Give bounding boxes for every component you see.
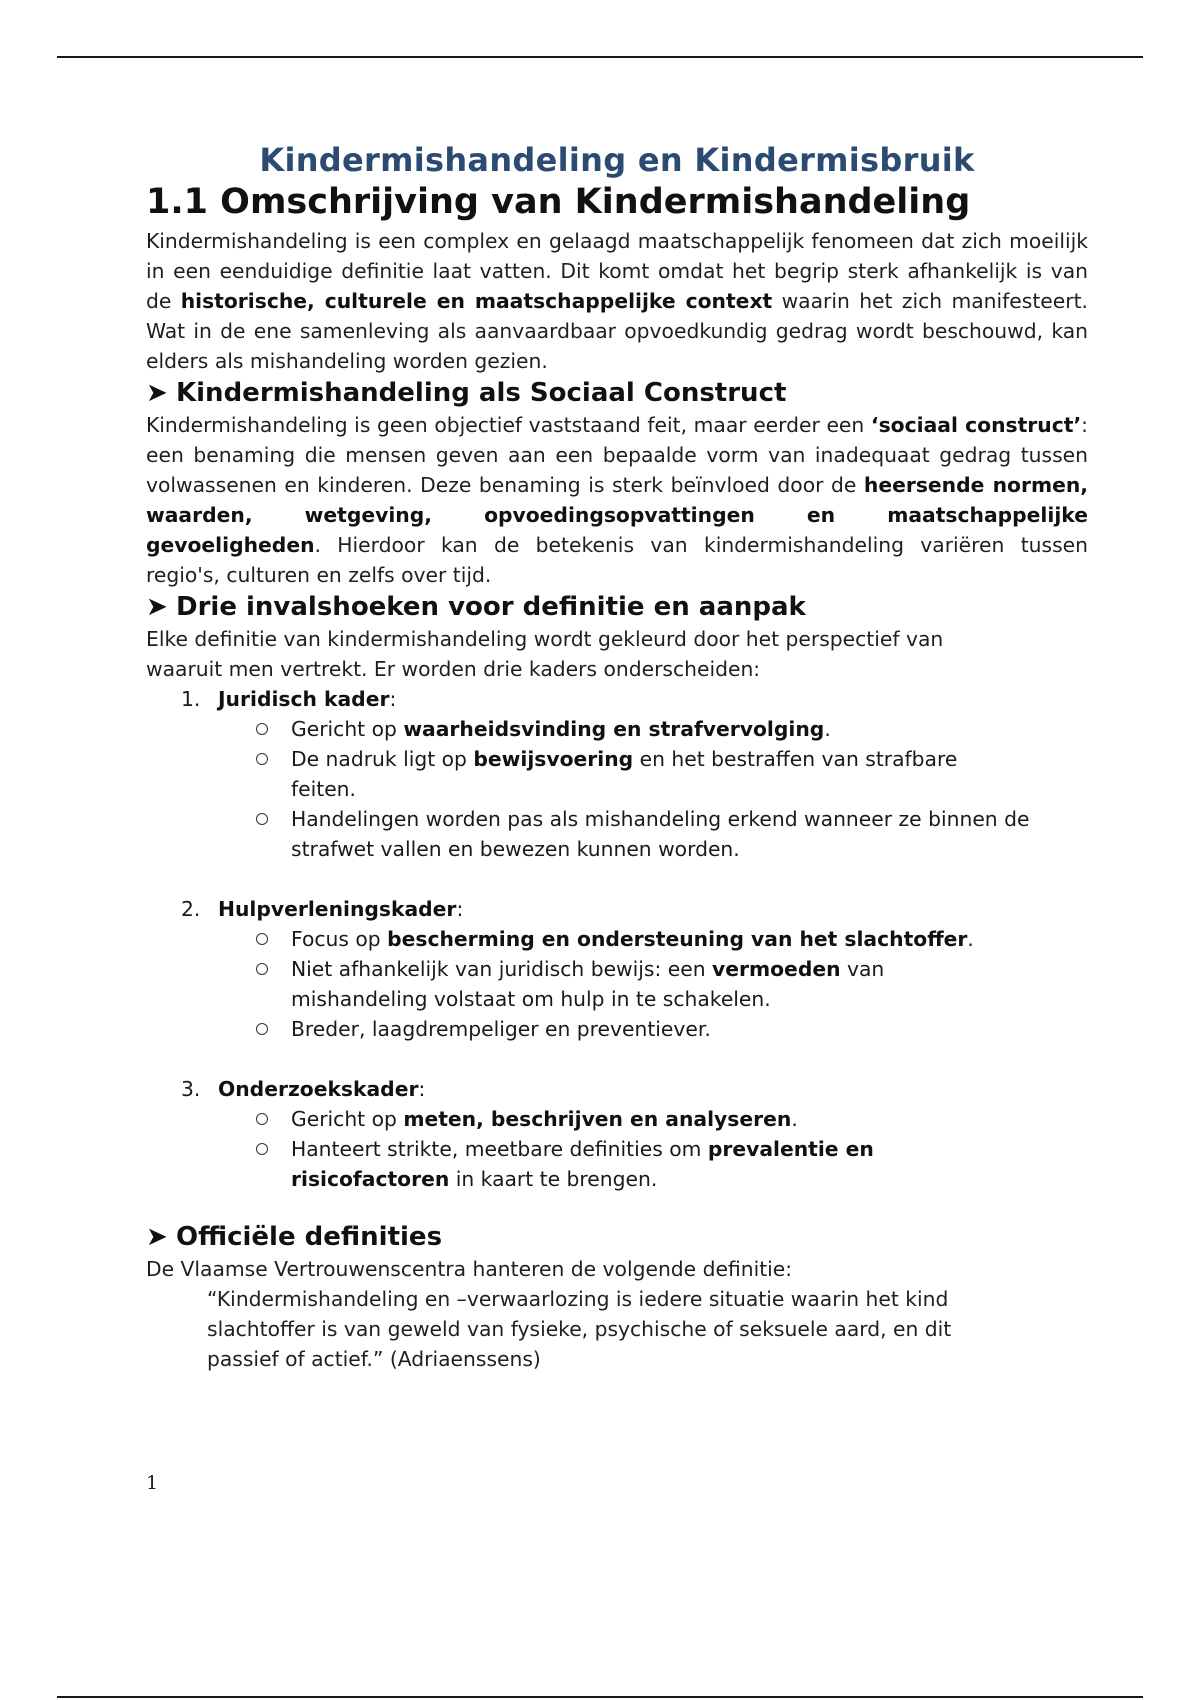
hollow-circle-bullet-icon [256, 723, 268, 735]
list-item: Breder, laagdrempeliger en preventiever. [146, 1014, 1088, 1044]
header-rule [57, 56, 1143, 58]
official-intro: De Vlaamse Vertrouwenscentra hanteren de volgende definitie: [146, 1257, 793, 1281]
list-item: Niet afhankelijk van juridisch bewijs: een vermoeden van mishandeling volstaat om hulp in te schakelen. [146, 954, 1088, 1014]
hollow-circle-bullet-icon [256, 753, 268, 765]
frameworks-list [146, 894, 1088, 924]
list-item-hulpverlening: 2. Hulpverleningskader: [181, 897, 464, 921]
list-item: Handelingen worden pas als mishandeling erkend wanneer ze binnen de strafwet vallen en bewezen kunnen worden. [146, 804, 1088, 864]
frameworks-list [146, 684, 1088, 714]
list-item: Focus op bescherming en ondersteuning van het slachtoffer. [146, 924, 1088, 954]
arrowhead-bullet-icon: ➤ [146, 378, 168, 408]
hollow-circle-bullet-icon [256, 813, 268, 825]
arrowhead-bullet-icon: ➤ [146, 1222, 168, 1252]
subheading-invalshoeken: ➤ Drie invalshoeken voor definitie en aanpak [146, 592, 806, 622]
hollow-circle-bullet-icon [256, 1143, 268, 1155]
page-number: 1 [146, 1472, 159, 1494]
list-item: De nadruk ligt op bewijsvoering en het bestraffen van strafbare feiten. [146, 744, 1088, 804]
list-item: Gericht op waarheidsvinding en strafvervolging. [146, 714, 1088, 744]
list-item: Gericht op meten, beschrijven en analyseren. [146, 1104, 1088, 1134]
subheading-officiele-definities: ➤ Officiële definities [146, 1222, 443, 1252]
hollow-circle-bullet-icon [256, 933, 268, 945]
hollow-circle-bullet-icon [256, 1113, 268, 1125]
construct-paragraph: Kindermishandeling is geen objectief vaststaand feit, maar eerder een ‘sociaal construct’: een benaming die mensen geven aan een bepaalde vorm van inadequaat gedrag tussen volwassenen en kinderen. Deze benaming is sterk beïnvloed door de heersende normen, waarden, wetgeving, opvoedingsopvattingen en maatschappelijke gevoeligheden. Hierdoor kan de betekenis van kindermishandeling variëren tussen regio's, culturen en zelfs over tijd. [146, 413, 1089, 587]
hollow-circle-bullet-icon [256, 1023, 268, 1035]
sublist-hulpverlening [146, 924, 1088, 1044]
frameworks-list [146, 1074, 1088, 1104]
subheading-sociaal-construct: ➤ Kindermishandeling als Sociaal Construct [146, 378, 787, 408]
perspectives-intro: Elke definitie van kindermishandeling wordt gekleurd door het perspectief van waaruit men vertrekt. Er worden drie kaders onderscheiden: [146, 627, 944, 681]
list-item-onderzoek: 3. Onderzoekskader: [181, 1077, 426, 1101]
definition-quote: “Kindermishandeling en –verwaarlozing is iedere situatie waarin het kind slachtoffer is van geweld van fysieke, psychische of seksuele aard, en dit passief of actief.” (Adriaenssens) [207, 1287, 952, 1371]
arrowhead-bullet-icon: ➤ [146, 592, 168, 622]
list-item-juridisch: 1. Juridisch kader: [181, 687, 397, 711]
hollow-circle-bullet-icon [256, 963, 268, 975]
sublist-juridisch [146, 714, 1088, 864]
document-title: Kindermishandeling en Kindermisbruik [259, 141, 975, 179]
footer-rule [57, 1696, 1143, 1698]
document-body [146, 140, 1088, 1374]
intro-paragraph: Kindermishandeling is een complex en gelaagd maatschappelijk fenomeen dat zich moeilijk in een eenduidige definitie laat vatten. Dit komt omdat het begrip sterk afhankelijk is van de historische, culturele en maatschappelijke context waarin het zich manifesteert. Wat in de ene samenleving als aanvaardbaar opvoedkundig gedrag wordt beschouwd, kan elders als mishandeling worden gezien. [146, 229, 1088, 373]
sublist-onderzoek [146, 1104, 1088, 1194]
section-heading: 1.1 Omschrijving van Kindermishandeling [146, 182, 971, 222]
list-item: Hanteert strikte, meetbare definities om prevalentie en risicofactoren in kaart te brengen. [146, 1134, 1088, 1194]
